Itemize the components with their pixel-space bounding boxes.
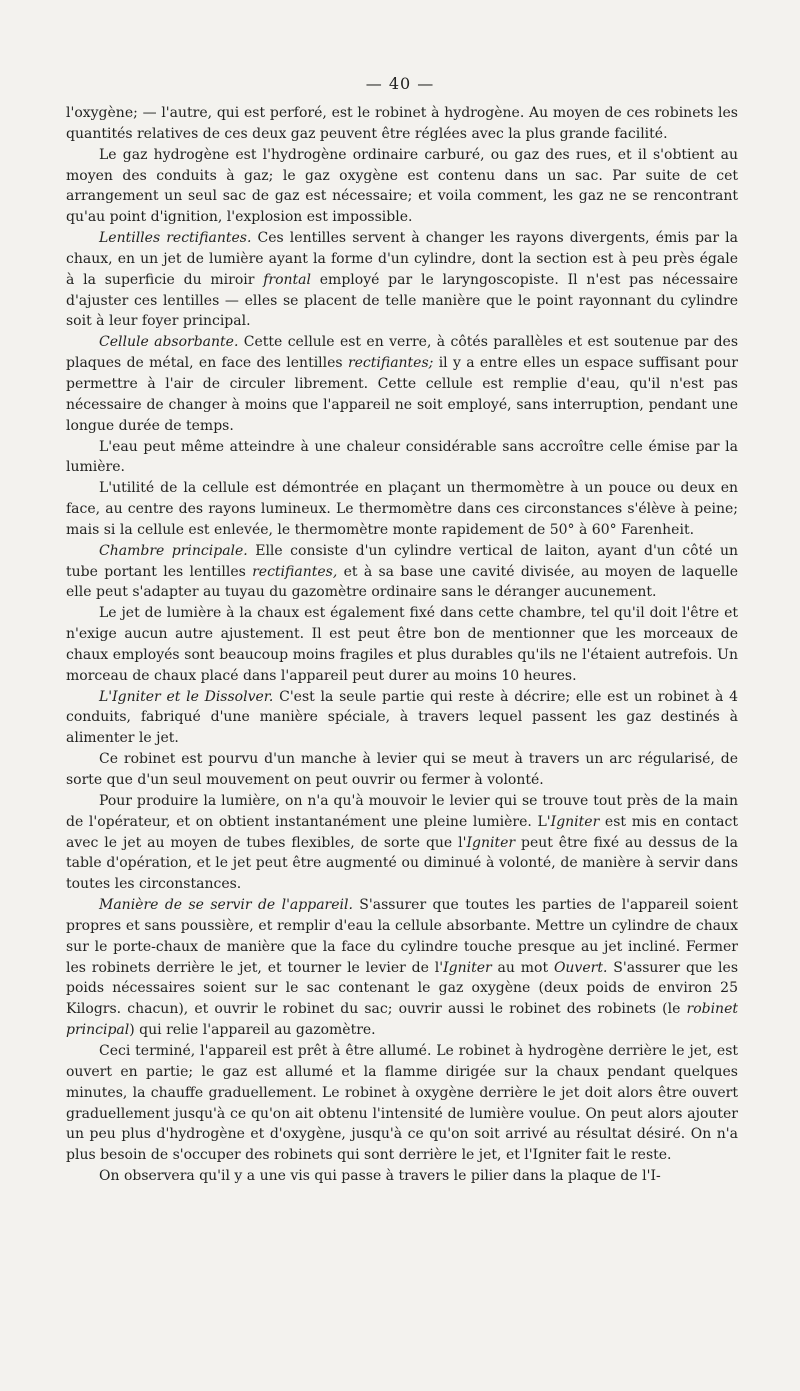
text-run: au mot — [491, 959, 554, 976]
text-run: et à sa base une cavité divisée, au moyen de laquelle elle peut s'adapter au tuyau du gazomètre ordinaire sans le déranger aucunement. — [66, 563, 738, 601]
text-run: ) qui relie l'appareil au gazomètre. — [129, 1022, 376, 1039]
paragraph-chambre — [66, 541, 738, 604]
text-run: peut être fixé au dessus de la table d'opération, et le jet peut être augmenté ou diminué à volonté, de manière à servir dans toutes les circonstances. — [66, 834, 739, 893]
italic-run: Igniter — [443, 959, 492, 976]
section-lead: Manière de se servir de l'appareil. — [99, 897, 353, 914]
paragraph-igniter — [66, 687, 738, 750]
paragraph: L'eau peut même atteindre à une chaleur considérable sans accroître celle émise par la lumière. — [66, 438, 738, 476]
text-run: S'assurer que toutes les parties de l'appareil soient propres et sans poussière, et remplir d'eau la cellule absorbante. Mettre un cylindre de chaux sur le porte-chaux de manière que la face du cylindre touche presque au jet incliné. Fermer les robinets derrière le jet, et tourner le levier de l' — [66, 897, 738, 976]
section-lead: L'Igniter et le Dissolver. — [99, 688, 274, 705]
section-lead: Lentilles rectifiantes. — [99, 230, 252, 247]
text-run: C'est la seule partie qui reste à décrire; elle est un robinet à 4 conduits, fabriqué d'une manière spéciale, à travers lequel passent les gaz destinés à alimenter le jet. — [66, 688, 738, 747]
paragraph: l'oxygène; — l'autre, qui est perforé, est le robinet à hydrogène. Au moyen de ces robinets les quantités relatives de ces deux gaz peuvent être réglées avec la plus grande facilité. — [66, 105, 738, 142]
section-lead: Cellule absorbante. — [99, 334, 239, 351]
paragraph: Le gaz hydrogène est l'hydrogène ordinaire carburé, ou gaz des rues, et il s'obtient au moyen des conduits à gaz; le gaz oxygène est contenu dans un sac. Par suite de cet arrangement un seul sac de gaz est nécessaire; et voila comment, les gaz ne se rencontrant qu'au point d'ignition, l'explosion est impossible. — [66, 146, 738, 226]
paragraph: Ce robinet est pourvu d'un manche à levier qui se meut à travers un arc régularisé, de sorte que d'un seul mouvement on peut ouvrir ou fermer à volonté. — [66, 751, 738, 788]
italic-run: frontal — [263, 271, 311, 288]
section-lead: Chambre principale. — [99, 542, 248, 559]
body-text — [66, 103, 738, 1187]
paragraph-lumiere — [66, 791, 738, 895]
text-run: il y a entre elles un espace suffisant pour permettre à l'air de circuler librement. Cette cellule est remplie d'eau, qu'il n'est pas nécessaire de changer à moins que l'appareil ne soit employé, sans interruption, pendant une longue durée de temps. — [66, 355, 738, 434]
text-run: employé par le laryngoscopiste. Il n'est pas nécessaire d'ajuster ces lentilles — elles se placent de telle manière que le point rayonnant du cylindre soit à leur foyer principal. — [66, 271, 738, 330]
paragraph: L'utilité de la cellule est démontrée en plaçant un thermomètre à un pouce ou deux en face, au centre des rayons lumineux. Le thermomètre dans ces circonstances s'élève à peine; mais si la cellule est enlevée, le thermomètre monte rapidement de 50° à 60° Farenheit. — [66, 480, 738, 538]
text-run: S'assurer que les poids nécessaires soient sur le sac contenant le gaz oxygène (deux poids de environ 25 Kilogrs. chacun), et ouvrir le robinet du sac; ouvrir aussi le robinet des robinets (le — [66, 959, 739, 1018]
paragraph-maniere — [66, 895, 738, 1041]
text-run: est mis en contact avec le jet au moyen de tubes flexibles, de sorte que l' — [66, 813, 738, 851]
italic-run: rectifiantes; — [347, 355, 434, 372]
text-run: Elle consiste d'un cylindre vertical de laiton, ayant d'un côté un tube portant les lentilles — [66, 542, 738, 580]
paragraph-lentilles — [66, 228, 738, 332]
page-number: — 40 — — [365, 74, 435, 93]
paragraph-cellule — [66, 332, 738, 436]
text-run: Ces lentilles servent à changer les rayons divergents, émis par la chaux, en un jet de lumière ayant la forme d'un cylindre, dont la section est à peu près égale à la superficie du miroir — [66, 230, 738, 288]
paragraph: Ceci terminé, l'appareil est prêt à être allumé. Le robinet à hydrogène derrière le jet, est ouvert en partie; le gaz est allumé et la flamme dirigée sur la chaux pendant quelques minutes, la chauffe graduellement. Le robinet à oxygène derrière le jet doit alors être ouvert graduellement jusqu'à ce qu'on ait obtenu l'intensité de lumière voulue. On peut alors ajouter un peu plus d'hydrogène et d'oxygène, jusqu'à ce qu'on soit arrivé au résultat désiré. On n'a plus besoin de s'occuper des robinets qui sont derrière le jet, et l'Igniter fait le reste. — [66, 1042, 738, 1164]
italic-run: rectifiantes, — [252, 563, 338, 580]
text-run: Cette cellule est en verre, à côtés parallèles et est soutenue par des plaques de métal, en face des lentilles — [66, 334, 738, 372]
italic-run: robinet principal — [66, 1001, 738, 1039]
italic-run: Ouvert. — [553, 959, 608, 976]
text-run: Pour produire la lumière, on n'a qu'à mouvoir le levier qui se trouve tout près de la main de l'opérateur, et on obtient instantanément une pleine lumière. L' — [66, 792, 738, 830]
italic-run: Igniter — [550, 813, 600, 830]
italic-run: Igniter — [466, 834, 516, 851]
paragraph: Le jet de lumière à la chaux est également fixé dans cette chambre, tel qu'il doit l'être et n'exige aucun autre ajustement. Il est peut être bon de mentionner que les morceaux de chaux employés sont beaucoup moins fragiles et plus durables qu'ils ne l'étaient autrefois. Un morceau de chaux placé dans l'appareil peut durer au moins 10 heures. — [66, 605, 738, 684]
paragraph: On observera qu'il y a une vis qui passe à travers le pilier dans la plaque de l'I- — [99, 1168, 661, 1185]
